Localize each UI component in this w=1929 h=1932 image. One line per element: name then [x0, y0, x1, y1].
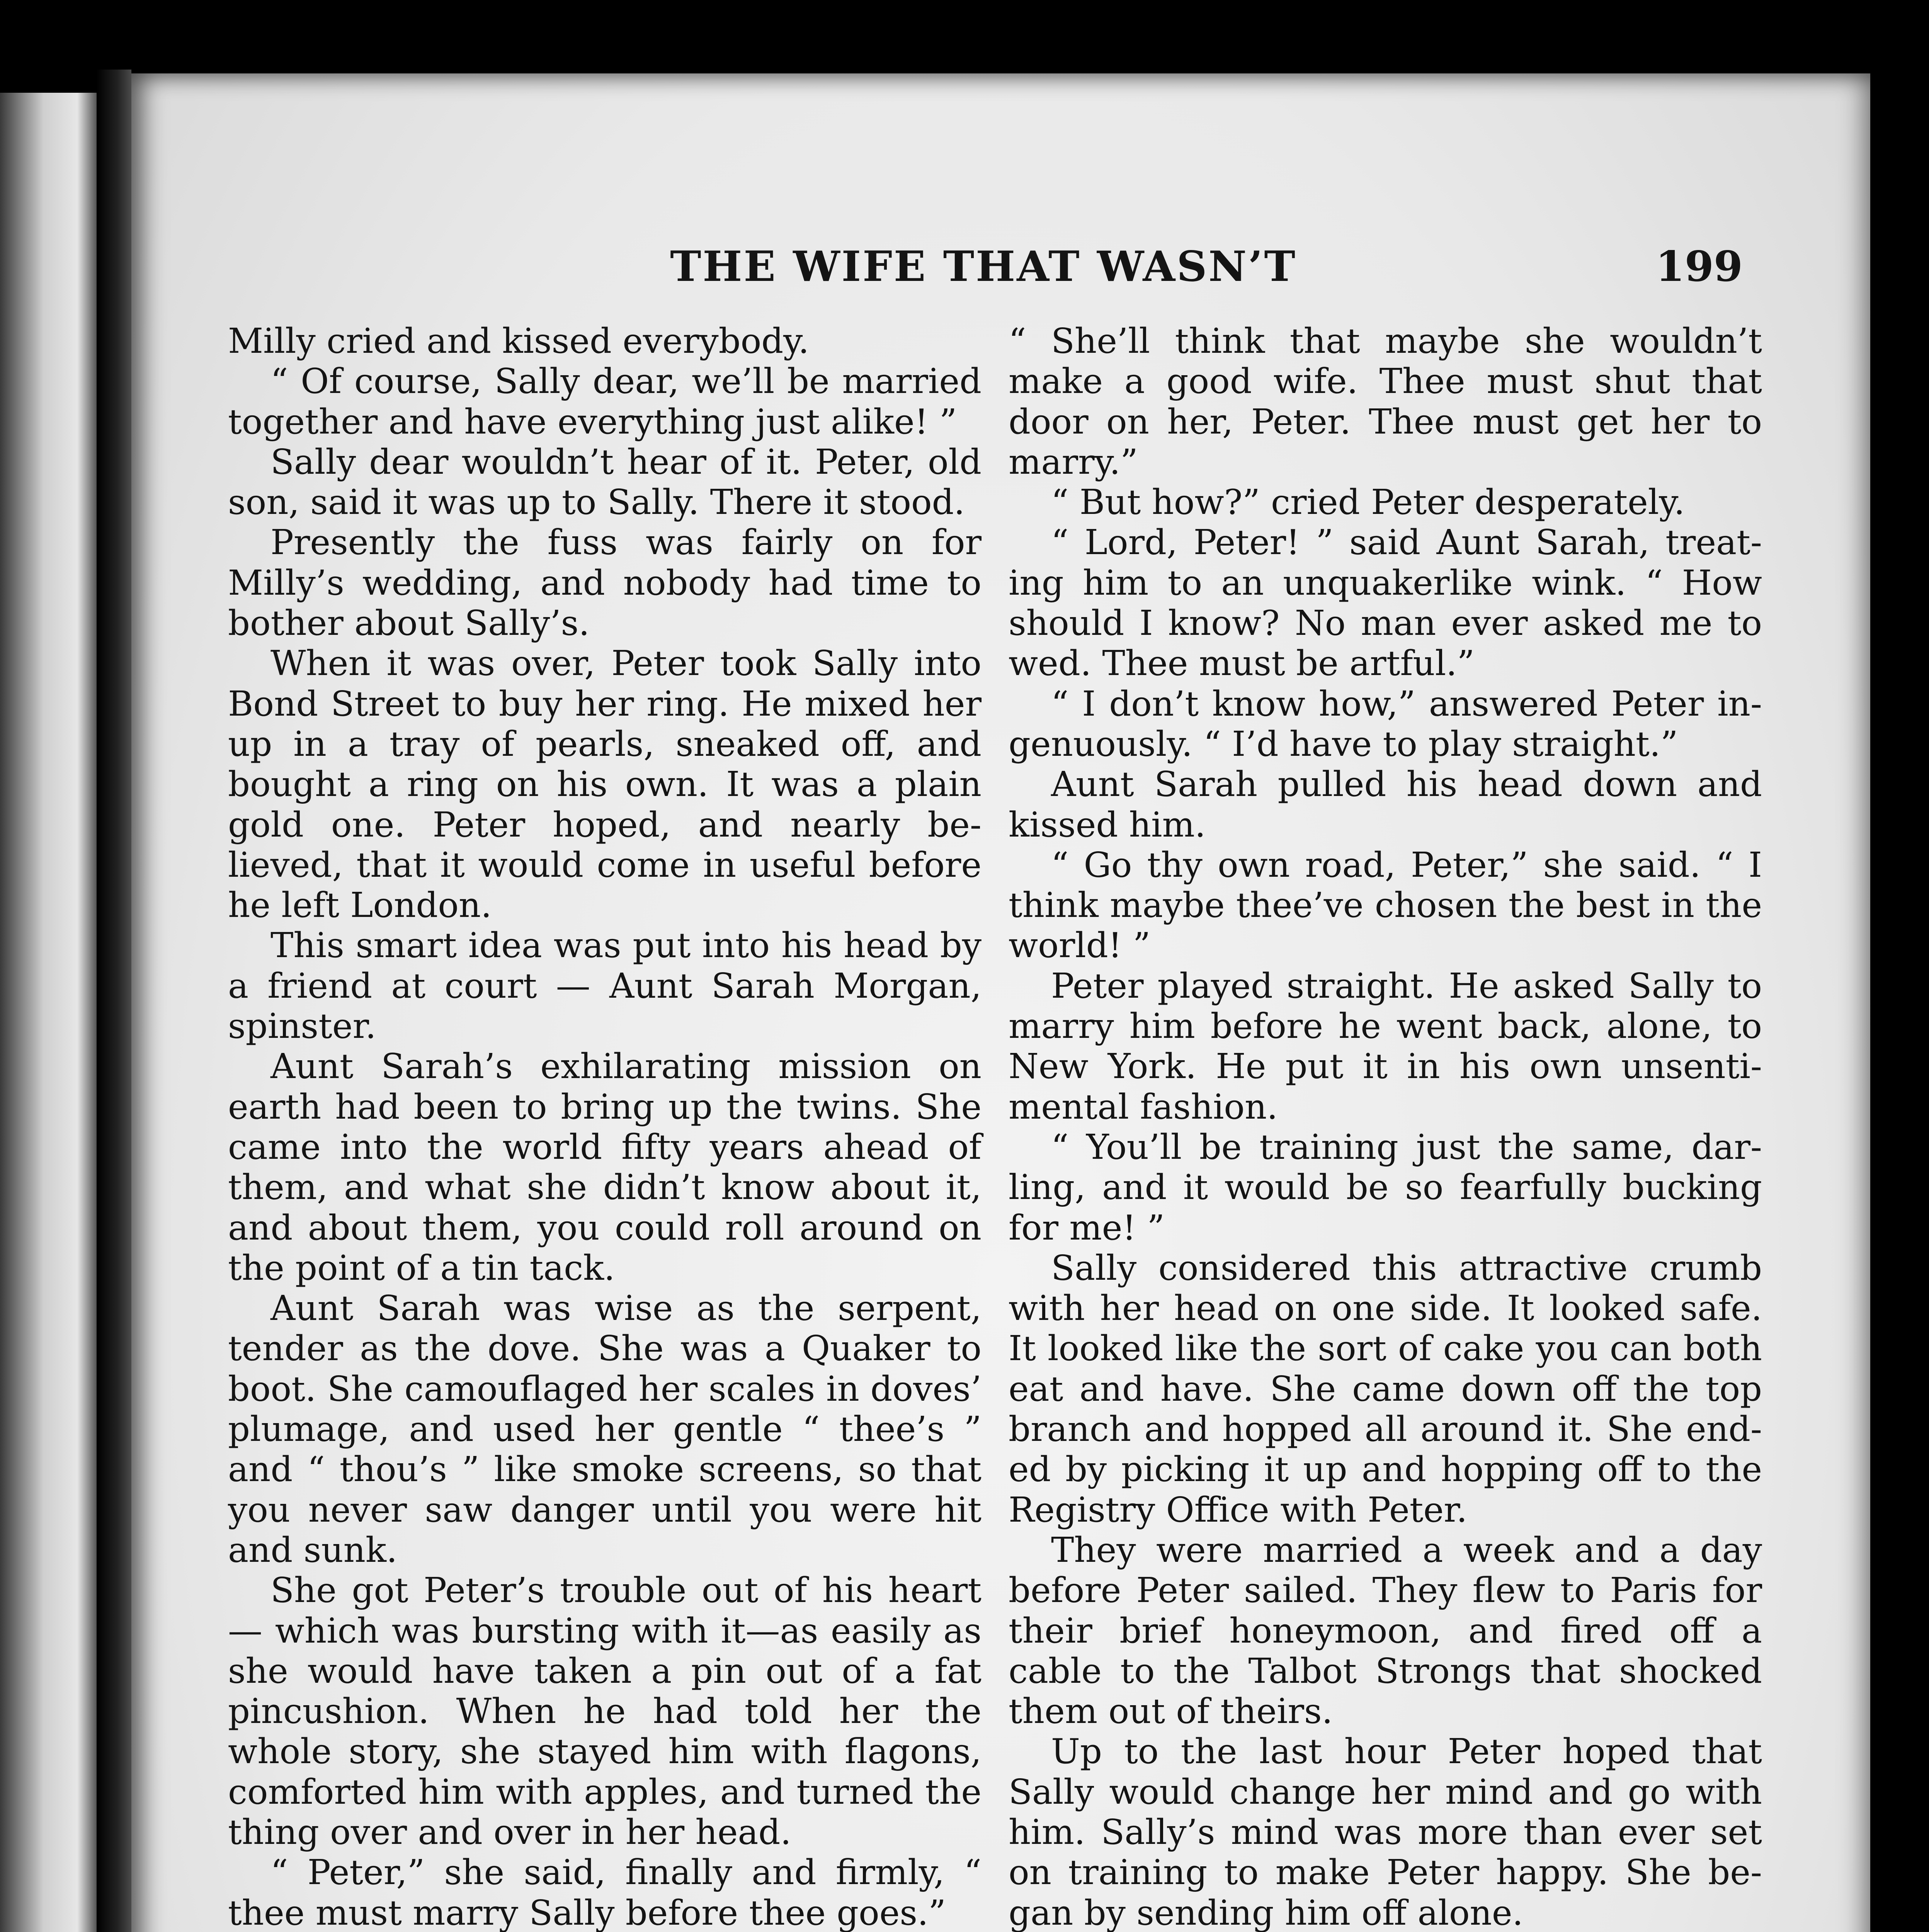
paragraph: Sally considered this attractive crumb with her head on one side. It looked safe. It looked like the sort of cake you can both eat and have. She came down off the top branch and hopped all around it. She ended by picking it up and hopping off to the Registry Office with Peter. [1009, 1247, 1762, 1530]
paragraph: “ Lord, Peter! ” said Aunt Sarah, treating him to an unquakerlike wink. “ How should I know? No man ever asked me to wed. Thee must be artful.” [1009, 522, 1762, 684]
paragraph: “ Peter,” she said, finally and firmly, “ thee must marry Sally before thee goes.” [228, 1852, 982, 1932]
running-title: THE WIFE THAT WASN’T [670, 242, 1297, 291]
book-page [131, 73, 1870, 1932]
right-column [1009, 321, 1762, 1932]
paragraph: “ I don’t know how,” answered Peter ingenuously. “ I’d have to play straight.” [1009, 683, 1762, 764]
paragraph: Sally dear wouldn’t hear of it. Peter, old son, said it was up to Sally. There it stood. [228, 441, 982, 522]
paragraph: “ You’ll be training just the same, darling, and it would be so fearfully bucking for me! ” [1009, 1126, 1762, 1248]
paragraph: “ Go thy own road, Peter,” she said. “ I think maybe thee’ve chosen the best in the world! ” [1009, 844, 1762, 966]
paragraph: Up to the last hour Peter hoped that Sally would change her mind and go with him. Sally’s mind was more than ever set on training to make Peter happy. She began by sending him off alone. [1009, 1731, 1762, 1932]
paragraph: “ She’ll think that maybe she wouldn’t make a good wife. Thee must shut that door on her, Peter. Thee must get her to marry.” [1009, 321, 1762, 482]
paragraph: “ Of course, Sally dear, we’ll be married together and have everything just alike! ” [228, 361, 982, 442]
book-gutter [97, 70, 131, 1932]
paragraph: Aunt Sarah pulled his head down and kissed him. [1009, 764, 1762, 845]
paragraph: “ But how?” cried Peter desperately. [1051, 482, 1685, 522]
paragraph: Aunt Sarah’s exhilarating mission on earth had been to bring up the twins. She came into the world fifty years ahead of them, and what she didn’t know about it, and about them, you could roll around on the point of a tin tack. [228, 1046, 982, 1288]
paragraph: Presently the fuss was fairly on for Milly’s wedding, and nobody had time to bother about Sally’s. [228, 522, 982, 643]
paragraph: Milly cried and kissed everybody. [228, 321, 809, 361]
paragraph: When it was over, Peter took Sally into Bond Street to buy her ring. He mixed her up in a tray of pearls, sneaked off, and bought a ring on his own. It was a plain gold one. Peter hoped, and nearly believed, that it would come in useful before he left London. [228, 643, 982, 925]
page-number: 199 [1655, 242, 1743, 291]
paragraph: They were married a week and a day before Peter sailed. They flew to Paris for their brief honeymoon, and fired off a cable to the Talbot Strongs that shocked them out of theirs. [1009, 1529, 1762, 1731]
left-column [228, 321, 982, 1932]
running-header [224, 228, 1743, 305]
adjacent-page-edge [0, 93, 97, 1932]
paragraph: Aunt Sarah was wise as the serpent, tender as the dove. She was a Quaker to boot. She camouflaged her scales in doves’ plumage, and used her gentle “ thee’s ” and “ thou’s ” like smoke screens, so that you never saw danger until you were hit and sunk. [228, 1288, 982, 1570]
paragraph: This smart idea was put into his head by a friend at court — Aunt Sarah Morgan, spinster. [228, 925, 982, 1046]
paragraph: Peter played straight. He asked Sally to marry him before he went back, alone, to New York. He put it in his own unsentimental fashion. [1009, 965, 1762, 1127]
paragraph: She got Peter’s trouble out of his heart— which was bursting with it—as easily as she would have taken a pin out of a fat pincushion. When he had told her the whole story, she stayed him with flagons, comforted him with apples, and turned the thing over and over in her head. [228, 1570, 982, 1852]
